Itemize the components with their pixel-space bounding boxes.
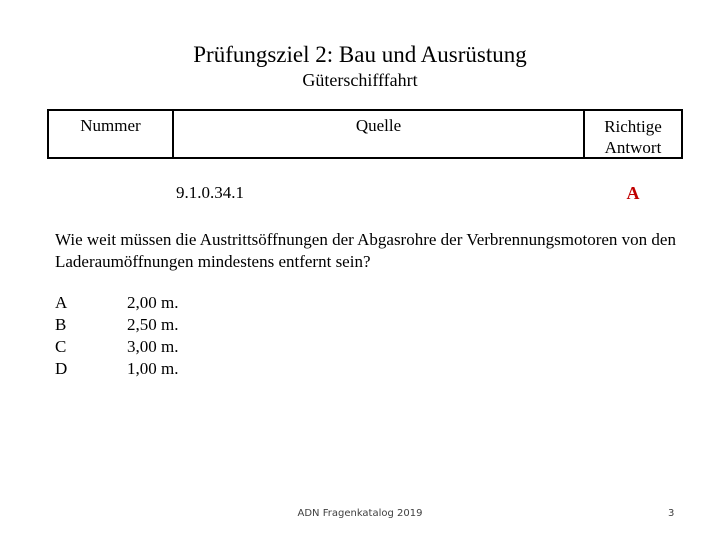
page-title: Prüfungsziel 2: Bau und Ausrüstung (193, 42, 527, 67)
column-header-richtige-antwort (585, 116, 681, 158)
option-letter: D (55, 359, 68, 378)
option-letter: A (55, 293, 68, 312)
column-header-quelle: Quelle (355, 116, 402, 135)
question-text: Wie weit müssen die Austrittsöffnungen der Abgasrohre der Verbrennungsmotoren von den Laderaumöffnungen mindestens entfernt sein? (55, 230, 676, 271)
source-value: 9.1.0.34.1 (176, 183, 244, 202)
option-text: 1,00 m. (127, 359, 179, 378)
correct-answer-value: A (626, 183, 640, 203)
option-letter: B (55, 315, 67, 334)
column-header-nummer: Nummer (80, 116, 141, 135)
footer-text: ADN Fragenkatalog 2019 (297, 508, 423, 519)
page-number: 3 (668, 508, 675, 519)
option-text: 2,50 m. (127, 315, 179, 334)
column-header-antwort-line1: Richtige (604, 117, 662, 136)
option-letter: C (55, 337, 67, 356)
column-header-antwort-line2: Antwort (604, 138, 662, 157)
page-subtitle: Güterschifffahrt (302, 70, 418, 90)
option-text: 3,00 m. (127, 337, 179, 356)
option-text: 2,00 m. (127, 293, 179, 312)
